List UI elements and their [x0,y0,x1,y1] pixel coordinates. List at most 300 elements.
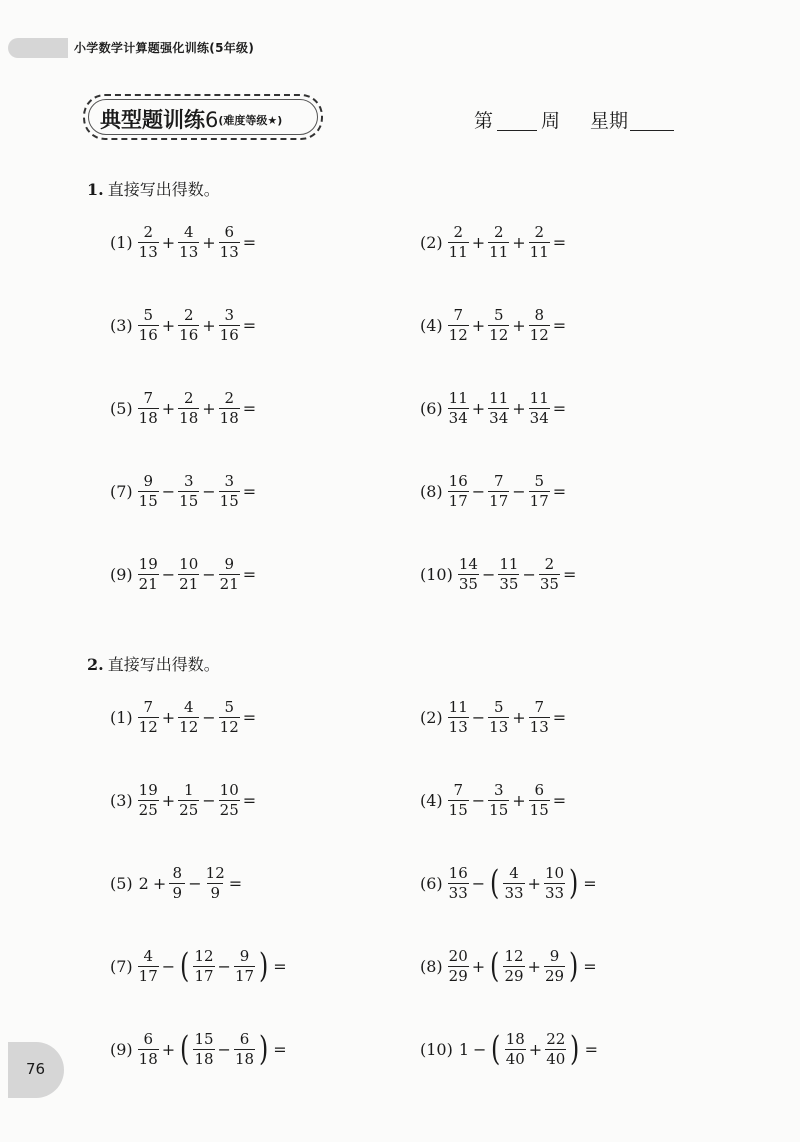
numerator: 7 [534,697,544,716]
problem-label: (3) [110,790,133,810]
problem-item [420,695,568,739]
operator: = [242,481,257,501]
numerator: 11 [499,554,519,573]
denominator: 29 [504,966,524,985]
denominator: 18 [138,408,158,427]
fraction [448,388,469,427]
operator: + [161,315,176,335]
fraction [178,388,199,427]
fraction [178,554,199,593]
operator: = [242,232,257,252]
parenthesis: ( [491,1029,501,1069]
numerator: 7 [453,305,463,324]
problem-label: (6) [420,398,443,418]
operator: = [228,873,243,893]
page-title [100,104,282,134]
fraction [505,1029,526,1068]
difficulty-label: (难度等级★) [218,114,283,127]
operator: = [552,398,567,418]
fraction [193,946,214,985]
operator: = [552,481,567,501]
fraction [138,1029,159,1068]
weekday-label: 星期 [590,110,629,132]
operator: − [473,1039,487,1059]
denominator: 12 [138,717,158,736]
fraction [488,388,509,427]
denominator: 13 [529,717,549,736]
numerator: 9 [239,946,250,965]
problem-label: (10) [420,564,453,584]
fraction [138,697,159,736]
fraction [178,222,199,261]
numerator: 12 [205,863,225,882]
fraction [539,554,560,593]
parenthesis: ( [180,1029,190,1069]
numerator: 2 [183,305,194,324]
week-blank[interactable] [497,112,537,131]
numerator: 11 [448,388,468,407]
operator: − [202,481,216,501]
problem-label: (9) [110,1039,133,1059]
parenthesis: ) [569,946,579,986]
fraction [234,946,255,985]
numerator: 1 [183,780,194,799]
numerator: 3 [183,471,194,490]
problem-label: (5) [110,398,133,418]
fraction [503,946,524,985]
fraction [138,780,159,819]
numerator: 11 [448,697,468,716]
denominator: 17 [448,491,468,510]
denominator: 16 [138,325,158,344]
operator: − [522,564,536,584]
numerator: 2 [534,222,544,241]
numerator: 3 [493,780,504,799]
operator: − [202,707,216,727]
denominator: 15 [219,491,239,510]
operator: − [512,481,526,501]
denominator: 18 [138,1049,158,1068]
operator: + [471,232,486,252]
fraction [544,863,565,902]
problem-item [420,552,578,596]
numerator: 5 [493,305,504,324]
operator: = [242,315,257,335]
section-instruction: 直接写出得数。 [107,180,220,199]
problem-label: (2) [420,232,443,252]
numerator: 9 [224,554,234,573]
problem-label: (4) [420,790,443,810]
numerator: 7 [143,697,153,716]
fraction [448,863,469,902]
section-instruction: 直接写出得数。 [107,655,220,674]
fraction [138,388,159,427]
operator: = [552,232,567,252]
denominator: 16 [179,325,199,344]
operator: − [188,873,202,893]
numerator: 16 [448,863,468,882]
numerator: 3 [224,471,234,490]
denominator: 34 [448,408,468,427]
operator: = [273,1039,287,1059]
fraction [138,554,159,593]
fraction [488,697,509,736]
numerator: 6 [534,780,544,799]
problem-label: (3) [110,315,133,335]
operator: + [202,398,216,418]
problem-item [420,944,599,988]
problem-label: (2) [420,707,443,727]
fraction [545,1029,566,1068]
section-number: 2. [87,655,104,674]
operator: = [552,707,567,727]
operator: = [584,1039,598,1059]
operator: = [242,564,257,584]
numerator: 14 [458,554,478,573]
denominator: 13 [489,717,509,736]
denominator: 17 [234,966,255,985]
fraction [219,305,240,344]
fraction [529,780,550,819]
operator: + [202,232,216,252]
problem-label: (9) [110,564,133,584]
fraction [138,222,159,261]
fraction [138,471,159,510]
denominator: 25 [179,800,199,819]
denominator: 25 [219,800,239,819]
numerator: 5 [534,471,544,490]
operator: = [552,790,567,810]
denominator: 12 [489,325,509,344]
numerator: 7 [453,780,463,799]
denominator: 11 [489,242,509,261]
numerator: 4 [183,222,194,241]
fraction [219,388,240,427]
operator: − [202,564,216,584]
denominator: 17 [489,491,509,510]
operator: = [562,564,577,584]
operator: − [202,790,216,810]
fraction [448,697,469,736]
denominator: 9 [207,883,223,901]
fraction [178,305,199,344]
denominator: 18 [194,1049,214,1068]
fraction [488,471,509,510]
parenthesis: ) [259,1029,269,1069]
fraction [498,554,519,593]
numerator: 8 [172,863,183,882]
denominator: 33 [544,883,565,902]
fraction [219,780,240,819]
problem-label: (8) [420,481,443,501]
numerator: 4 [183,697,194,716]
denominator: 12 [219,717,239,736]
denominator: 33 [504,883,524,902]
running-header: 小学数学计算题强化训练(5年级) [74,41,255,55]
numerator: 2 [453,222,463,241]
fraction [178,697,199,736]
operator: + [161,707,176,727]
operator: + [512,790,526,810]
operator: − [471,707,486,727]
weekday-blank[interactable] [630,112,674,131]
week-label: 周 [541,110,561,132]
denominator: 18 [234,1049,255,1068]
denominator: 17 [138,966,158,985]
operator: + [161,1039,176,1059]
fraction [544,946,565,985]
denominator: 15 [138,491,158,510]
operator: + [471,315,486,335]
operator: + [512,707,526,727]
numerator: 6 [239,1029,250,1048]
denominator: 33 [448,883,468,902]
problem-label: (1) [110,232,133,252]
problem-item [110,861,244,905]
operator: + [161,790,176,810]
denominator: 13 [179,242,199,261]
parenthesis: ) [569,863,579,903]
numerator: 2 [143,222,153,241]
problem-label: (1) [110,707,133,727]
operator: − [217,1039,231,1059]
denominator: 12 [529,325,549,344]
fraction [529,471,550,510]
parenthesis: ( [180,946,190,986]
fraction [529,305,550,344]
fraction [448,222,469,261]
operator: = [273,956,287,976]
operator: + [202,315,216,335]
denominator: 16 [219,325,239,344]
numerator: 6 [143,1029,153,1048]
denominator: 17 [529,491,549,510]
problem-item [420,778,568,822]
denominator: 21 [138,574,158,593]
denominator: 13 [138,242,158,261]
denominator: 34 [529,408,549,427]
denominator: 11 [448,242,468,261]
denominator: 29 [448,966,468,985]
numerator: 19 [138,554,158,573]
fraction [219,697,240,736]
operator: = [583,956,597,976]
operator: = [552,315,567,335]
problem-item [420,303,568,347]
numerator: 15 [194,1029,214,1048]
fraction [219,554,240,593]
fraction [488,780,509,819]
fraction [458,554,479,593]
problem-label: (7) [110,481,133,501]
fraction [138,946,159,985]
problem-item [110,552,258,596]
problem-item [420,220,568,264]
operator: − [217,956,231,976]
denominator: 35 [539,574,559,593]
denominator: 15 [529,800,549,819]
whole-number: 2 [138,873,149,893]
problem-label: (4) [420,315,443,335]
denominator: 12 [448,325,468,344]
denominator: 18 [219,408,239,427]
numerator: 2 [183,388,194,407]
numerator: 10 [179,554,199,573]
title-number: 6 [205,108,219,132]
problem-item [420,386,568,430]
numerator: 4 [143,946,153,965]
section-number: 1. [87,180,104,199]
problem-label: (6) [420,873,443,893]
operator: − [161,481,176,501]
operator: − [471,790,486,810]
numerator: 11 [529,388,549,407]
fraction [219,471,240,510]
parenthesis: ( [490,946,500,986]
problem-item [110,303,258,347]
denominator: 13 [219,242,239,261]
problem-item [110,469,258,513]
numerator: 7 [493,471,504,490]
numerator: 10 [219,780,239,799]
problem-item [110,778,258,822]
week-day-fill-in [474,106,674,133]
problem-item [420,861,599,905]
numerator: 2 [493,222,504,241]
operator: − [481,564,496,584]
numerator: 2 [544,554,555,573]
denominator: 34 [489,408,509,427]
operator: + [528,1039,543,1059]
denominator: 15 [489,800,509,819]
parenthesis: ( [490,863,500,903]
fraction [488,305,509,344]
fraction [193,1029,214,1068]
operator: + [512,232,526,252]
numerator: 19 [138,780,158,799]
operator: = [242,790,257,810]
problem-item [110,220,258,264]
numerator: 9 [549,946,560,965]
numerator: 20 [448,946,468,965]
denominator: 9 [169,883,185,901]
numerator: 9 [143,471,153,490]
numerator: 4 [509,863,519,882]
fraction [219,222,240,261]
denominator: 29 [544,966,565,985]
denominator: 35 [499,574,519,593]
operator: − [161,956,176,976]
numerator: 5 [143,305,153,324]
numerator: 7 [143,388,153,407]
problem-item [110,386,258,430]
operator: = [242,707,257,727]
problem-item [420,1027,600,1071]
numerator: 11 [489,388,509,407]
problem-label: (7) [110,956,133,976]
parenthesis: ) [570,1029,580,1069]
header-tab-decoration [8,38,68,58]
week-prefix: 第 [474,110,494,132]
numerator: 5 [493,697,504,716]
problem-item [110,944,289,988]
operator: + [527,956,541,976]
operator: + [152,873,167,893]
numerator: 3 [224,305,234,324]
denominator: 17 [194,966,214,985]
denominator: 11 [529,242,549,261]
operator: − [161,564,176,584]
operator: + [161,232,176,252]
operator: + [471,956,486,976]
whole-number: 1 [458,1039,470,1059]
denominator: 18 [179,408,199,427]
denominator: 40 [505,1049,525,1068]
fraction [234,1029,255,1068]
denominator: 35 [458,574,478,593]
section-2-heading [87,652,220,675]
denominator: 21 [219,574,239,593]
denominator: 13 [448,717,468,736]
title-text: 典型题训练 [100,108,205,132]
denominator: 25 [138,800,158,819]
numerator: 22 [546,1029,566,1048]
page-number: 76 [26,1060,46,1078]
denominator: 21 [179,574,199,593]
operator: = [242,398,257,418]
problem-label: (10) [420,1039,453,1059]
fraction [178,780,199,819]
operator: − [471,873,486,893]
fraction [503,863,524,902]
denominator: 12 [179,717,199,736]
numerator: 2 [224,388,234,407]
fraction [138,305,159,344]
numerator: 12 [504,946,524,965]
numerator: 10 [544,863,565,882]
operator: + [512,398,526,418]
operator: + [161,398,176,418]
denominator: 15 [179,491,199,510]
numerator: 12 [194,946,214,965]
denominator: 15 [448,800,468,819]
fraction [488,222,509,261]
numerator: 18 [505,1029,525,1048]
problem-item [110,1027,289,1071]
numerator: 6 [224,222,234,241]
problem-item [420,469,568,513]
operator: + [527,873,541,893]
fraction [205,863,226,902]
problem-item [110,695,258,739]
fraction [448,946,469,985]
fraction [169,863,185,902]
denominator: 40 [546,1049,566,1068]
fraction [529,222,550,261]
numerator: 16 [448,471,468,490]
fraction [448,780,469,819]
operator: = [583,873,597,893]
fraction [448,305,469,344]
section-1-heading [87,177,220,200]
operator: + [471,398,486,418]
fraction [529,697,550,736]
operator: − [471,481,486,501]
problem-label: (5) [110,873,133,893]
fraction [448,471,469,510]
fraction [529,388,550,427]
numerator: 8 [534,305,544,324]
